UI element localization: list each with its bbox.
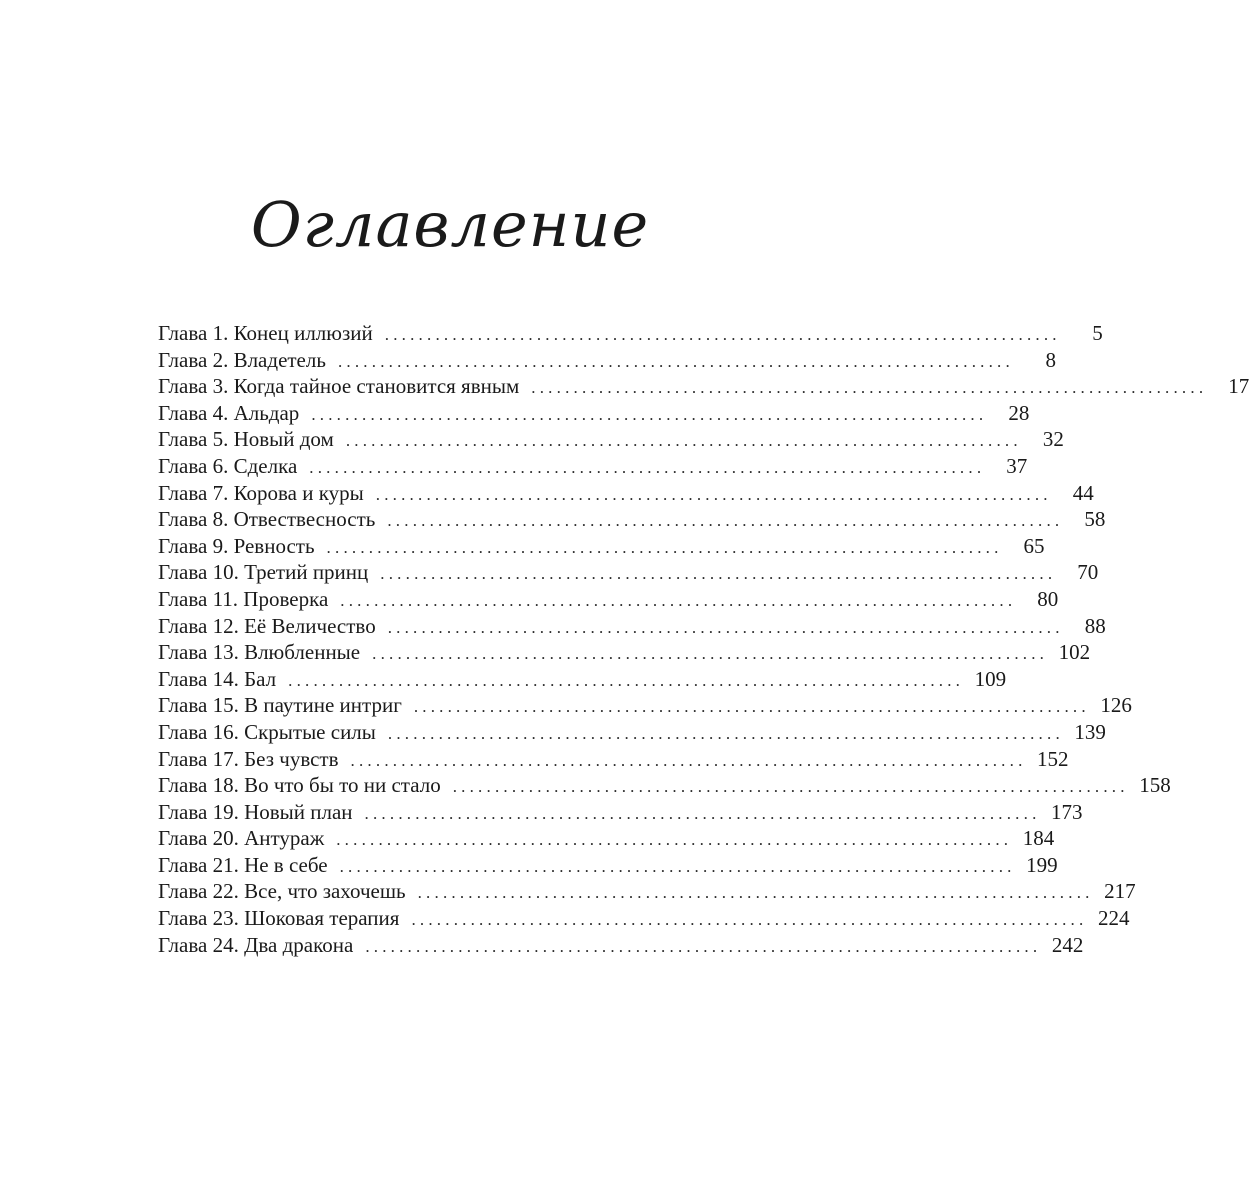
toc-entry	[158, 746, 1069, 773]
toc-entry	[158, 772, 1171, 799]
toc-entry-label: Глава 8. Отвествесность	[158, 507, 376, 532]
toc-entry	[158, 559, 1099, 586]
toc-entry	[158, 799, 1083, 826]
toc-entry	[158, 639, 1091, 666]
toc-dot-leader: ................................................................................	[309, 457, 986, 477]
toc-entry-label: Глава 24. Два дракона	[158, 932, 354, 957]
toc-entry	[158, 719, 1106, 746]
toc-entry	[158, 506, 1106, 533]
toc-dot-leader: ................................................................................	[372, 644, 1049, 664]
toc-entry	[158, 373, 1249, 400]
table-of-contents	[158, 320, 1249, 958]
toc-dot-leader: ................................................................................	[387, 511, 1064, 531]
toc-dot-leader: ................................................................................	[411, 910, 1088, 930]
toc-dot-leader: ................................................................................	[340, 590, 1017, 610]
toc-entry-page-number: 126	[1100, 693, 1132, 718]
toc-entry-page-number: 199	[1026, 852, 1058, 877]
toc-entry-page-number: 102	[1058, 640, 1091, 665]
toc-entry	[158, 586, 1059, 613]
toc-dot-leader: ................................................................................	[531, 378, 1208, 398]
toc-dot-leader: ................................................................................	[375, 484, 1052, 504]
toc-dot-leader: ................................................................................	[326, 537, 1003, 557]
toc-dot-leader: ................................................................................	[288, 670, 965, 690]
toc-entry-page-number: 17	[1228, 374, 1249, 399]
toc-entry	[158, 852, 1058, 879]
toc-entry-label: Глава 11. Проверка	[158, 586, 329, 611]
toc-entry	[158, 347, 1056, 374]
toc-entry-page-number: 28	[1008, 400, 1030, 425]
toc-entry-label: Глава 21. Не в себе	[158, 852, 328, 877]
toc-entry-page-number: 58	[1084, 507, 1106, 532]
toc-entry-label: Глава 4. Альдар	[158, 400, 300, 425]
toc-entry	[158, 453, 1028, 480]
toc-entry-label: Глава 19. Новый план	[158, 799, 353, 824]
toc-entry	[158, 400, 1030, 427]
toc-entry-page-number: 32	[1042, 427, 1064, 452]
toc-entry-page-number: 44	[1072, 480, 1094, 505]
toc-entry-label: Глава 16. Скрытые силы	[158, 719, 376, 744]
toc-entry-page-number: 173	[1051, 799, 1083, 824]
toc-entry-page-number: 65	[1023, 533, 1045, 558]
toc-entry-label: Глава 17. Без чувств	[158, 746, 339, 771]
toc-entry-label: Глава 5. Новый дом	[158, 427, 334, 452]
toc-entry	[158, 905, 1130, 932]
toc-dot-leader: ................................................................................	[311, 404, 988, 424]
toc-entry-page-number: 80	[1037, 586, 1059, 611]
toc-entry-page-number: 5	[1092, 321, 1103, 345]
toc-dot-leader: ................................................................................	[384, 325, 1061, 344]
toc-dot-leader: ................................................................................	[350, 750, 1027, 770]
toc-dot-leader: ................................................................................	[452, 777, 1129, 797]
toc-entry-label: Глава 3. Когда тайное становится явным	[158, 374, 520, 399]
toc-entry	[158, 878, 1136, 905]
toc-entry-label: Глава 2. Владетель	[158, 347, 326, 372]
toc-entry-label: Глава 13. Влюбленные	[158, 640, 361, 665]
toc-entry-label: Глава 22. Все, что захочешь	[158, 879, 406, 904]
toc-dot-leader: ................................................................................	[337, 351, 1014, 371]
toc-entry	[158, 692, 1132, 719]
toc-entry-label: Глава 18. Во что бы то ни стало	[158, 773, 441, 798]
toc-entry-page-number: 139	[1074, 719, 1106, 744]
toc-dot-leader: ................................................................................	[339, 856, 1016, 876]
toc-entry-label: Глава 10. Третий принц	[158, 560, 369, 585]
toc-entry	[158, 613, 1106, 640]
toc-entry	[158, 932, 1084, 959]
toc-entry	[158, 666, 1007, 693]
toc-dot-leader: ................................................................................	[345, 431, 1022, 451]
toc-entry-label: Глава 12. Её Величество	[158, 613, 376, 638]
toc-entry	[158, 825, 1055, 852]
toc-dot-leader: ................................................................................	[336, 830, 1013, 850]
toc-entry-label: Глава 20. Антураж	[158, 826, 325, 851]
toc-entry	[158, 426, 1064, 453]
toc-entry-page-number: 184	[1022, 826, 1055, 851]
toc-dot-leader: ................................................................................	[380, 564, 1057, 584]
toc-entry-label: Глава 14. Бал	[158, 666, 277, 691]
toc-entry-page-number: 242	[1051, 932, 1084, 957]
toc-dot-leader: ................................................................................	[417, 883, 1094, 903]
page-title: Оглавление	[250, 188, 650, 261]
toc-entry-label: Глава 7. Корова и куры	[158, 480, 364, 505]
toc-entry-page-number: 8	[1045, 347, 1056, 372]
toc-dot-leader: ................................................................................	[364, 803, 1041, 823]
toc-entry-page-number: 37	[1006, 453, 1028, 478]
toc-entry-label: Глава 6. Сделка	[158, 453, 298, 478]
toc-entry-page-number: 224	[1097, 906, 1130, 931]
toc-entry-page-number: 158	[1139, 773, 1171, 798]
toc-entry-label: Глава 9. Ревность	[158, 533, 315, 558]
toc-entry-label: Глава 1. Конец иллюзий	[158, 321, 373, 345]
toc-dot-leader: ................................................................................	[387, 723, 1064, 743]
toc-entry-page-number: 217	[1104, 879, 1136, 904]
toc-entry	[158, 320, 1103, 347]
toc-dot-leader: ................................................................................	[387, 617, 1064, 637]
toc-dot-leader: ................................................................................	[413, 697, 1090, 717]
toc-dot-leader: ................................................................................	[365, 936, 1042, 956]
toc-entry-page-number: 88	[1084, 613, 1106, 638]
toc-entry	[158, 533, 1045, 560]
toc-entry-label: Глава 23. Шоковая терапия	[158, 906, 400, 931]
toc-entry-page-number: 152	[1037, 746, 1069, 771]
toc-entry-label: Глава 15. В паутине интриг	[158, 693, 402, 718]
toc-entry-page-number: 109	[974, 666, 1007, 691]
toc-entry-page-number: 70	[1077, 560, 1099, 585]
toc-entry	[158, 480, 1094, 507]
